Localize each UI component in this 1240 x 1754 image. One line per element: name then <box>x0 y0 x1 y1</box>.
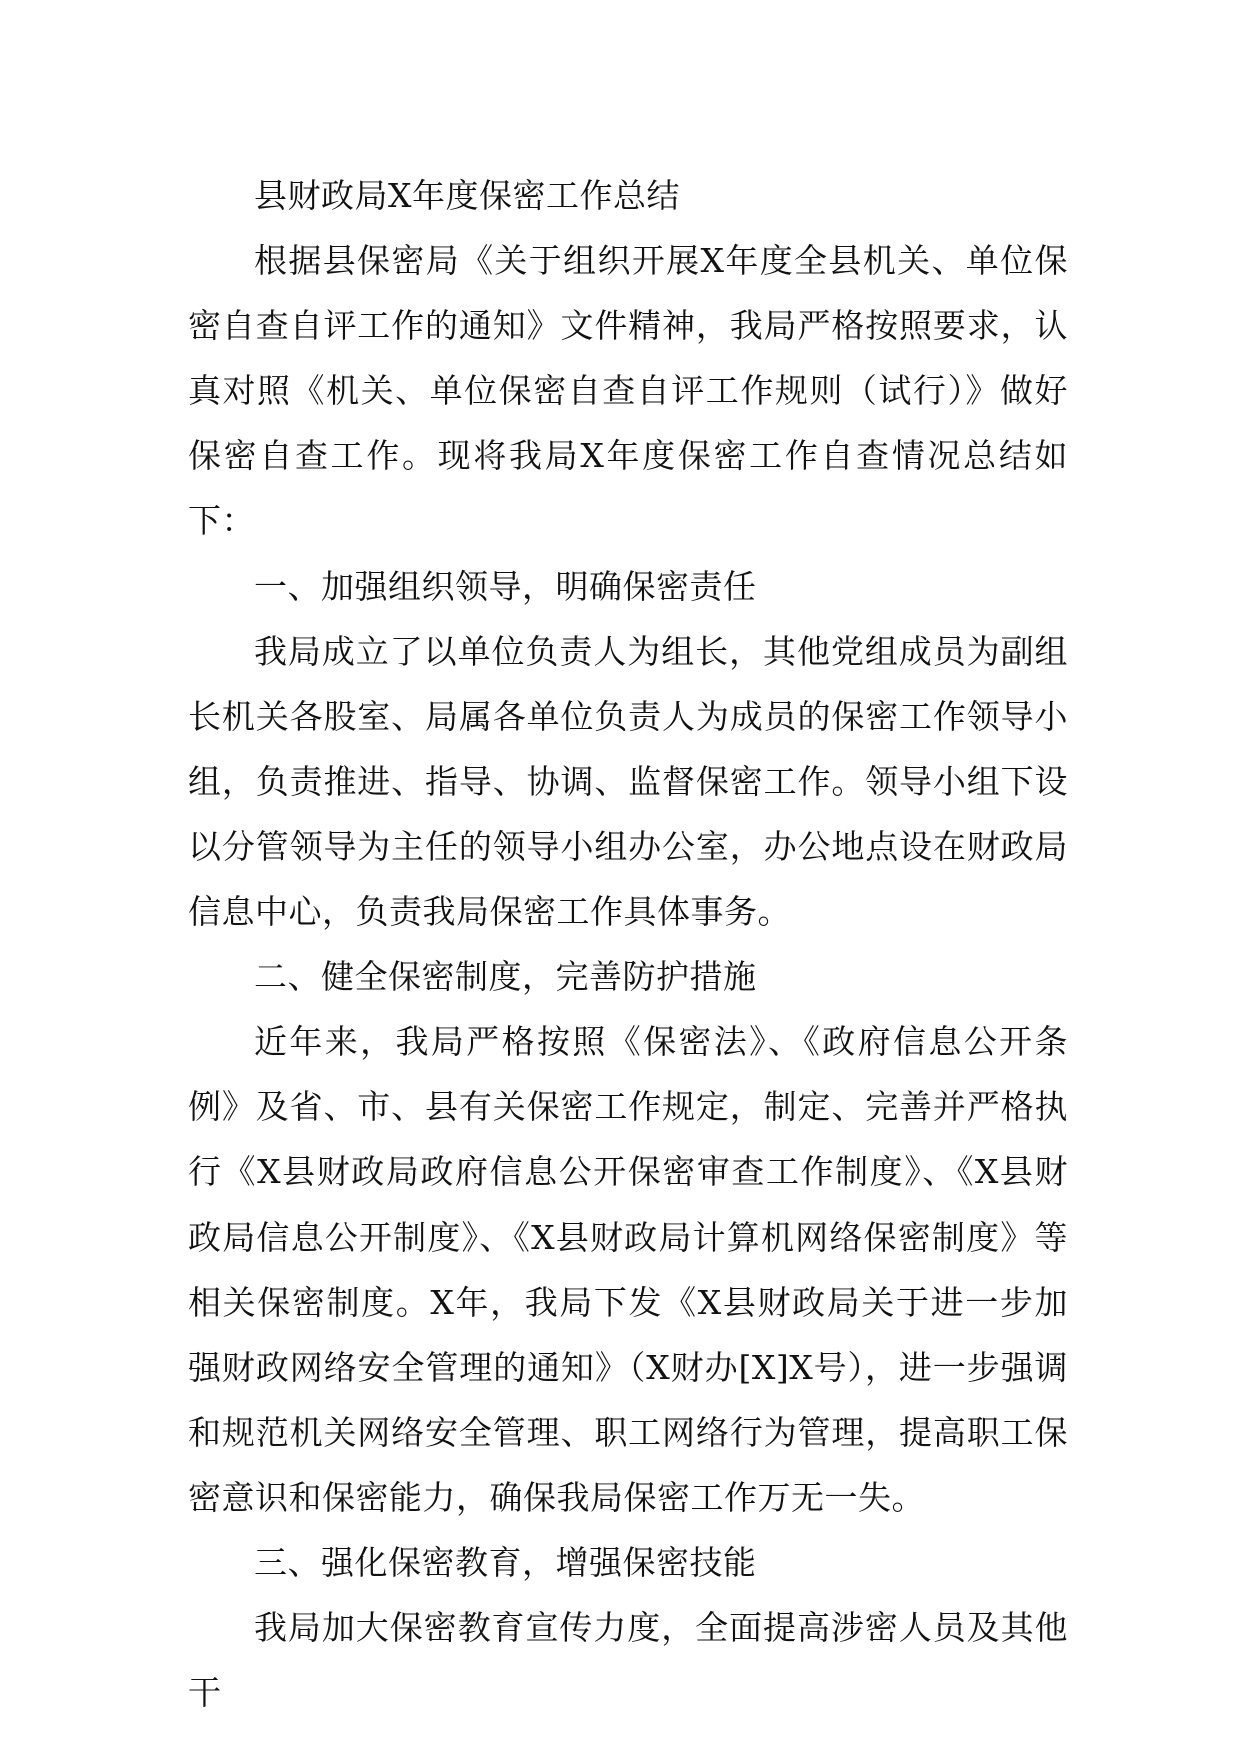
document-title: 县财政局X年度保密工作总结 <box>254 176 680 215</box>
section-2-paragraph: 近年来，我局严格按照《保密法》、《政府信息公开条例》及省、市、县有关保密工作规定，制定、完善并严格执行《X县财政局政府信息公开保密审查工作制度》、《X县财政局信息公开制度》、《X县财政局计算机网络保密制度》等相关保密制度。X年，我局下发《X县财政局关于进一步加强财政网络安全管理的通知》（X财办[X]X号），进一步强调和规范机关网络安全管理、职工网络行为管理，提高职工保密意识和保密能力，确保我局保密工作万无一失。 <box>188 1022 1068 1517</box>
section-3-paragraph: 我局加大保密教育宣传力度，全面提高涉密人员及其他干 <box>188 1608 1068 1713</box>
intro-paragraph: 根据县保密局《关于组织开展X年度全县机关、单位保密自查自评工作的通知》文件精神，我局严格按照要求，认真对照《机关、单位保密自查自评工作规则（试行）》做好保密自查工作。现将我局X年度保密工作自查情况总结如下： <box>188 241 1068 541</box>
section-1-heading: 一、加强组织领导，明确保密责任 <box>254 566 757 606</box>
section-1-paragraph: 我局成立了以单位负责人为组长，其他党组成员为副组长机关各股室、局属各单位负责人为成员的保密工作领导小组，负责推进、指导、协调、监督保密工作。领导小组下设以分管领导为主任的领导小组办公室，办公地点设在财政局信息中心，负责我局保密工作具体事务。 <box>188 631 1068 932</box>
document-body <box>188 163 1068 1725</box>
section-3-heading: 三、强化保密教育，增强保密技能 <box>254 1542 757 1582</box>
section-2-heading: 二、健全保密制度，完善防护措施 <box>254 957 757 997</box>
